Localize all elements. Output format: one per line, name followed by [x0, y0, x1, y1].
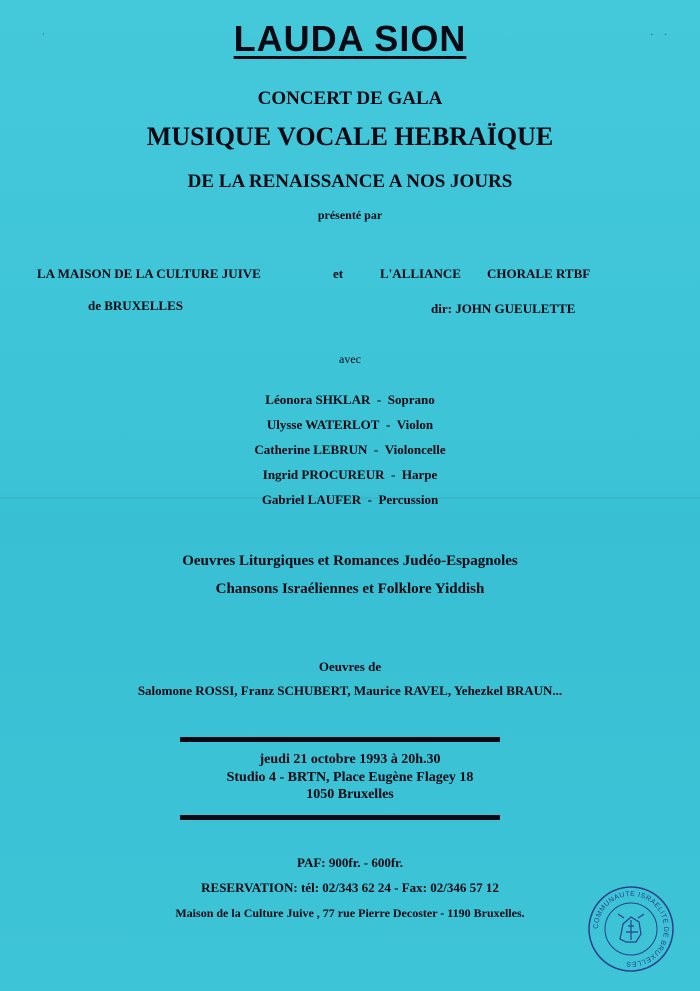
performer-name: Ulysse WATERLOT	[266, 417, 380, 432]
event-city: 1050 Bruxelles	[306, 787, 394, 802]
performer-row	[0, 392, 700, 417]
performer-separator: -	[385, 417, 391, 432]
concert-theme: MUSIQUE VOCALE HEBRAÏQUE	[146, 122, 554, 151]
avec-label: avec	[339, 352, 361, 366]
program-line2: Chansons Israéliennes et Folklore Yiddish	[215, 581, 485, 597]
organizer-right-part2: CHORALE RTBF	[487, 266, 591, 281]
organizer-left-line1: LA MAISON DE LA CULTURE JUIVE	[37, 266, 261, 281]
organizer-address: Maison de la Culture Juive , 77 rue Pierre Decoster - 1190 Bruxelles.	[175, 906, 525, 920]
performer-separator: -	[373, 442, 379, 457]
event-venue: Studio 4 - BRTN, Place Eugène Flagey 18	[226, 770, 474, 785]
price-info: PAF: 900fr. - 600fr.	[296, 855, 404, 870]
performer-role: Violoncelle	[384, 442, 446, 457]
performer-row	[0, 492, 700, 517]
stamp-text: COMMUNAUTE ISRAELITE DE BRUXELLES	[592, 890, 670, 968]
speck-marks: · ·	[650, 30, 672, 41]
composer-list: Salomone ROSSI, Franz SCHUBERT, Maurice RAVEL, Yehezkel BRAUN...	[137, 683, 563, 698]
concert-type: CONCERT DE GALA	[257, 88, 443, 109]
presented-by: présenté par	[317, 208, 383, 222]
performer-list	[0, 392, 700, 517]
divider-bottom	[180, 815, 500, 820]
performer-name: Ingrid PROCUREUR	[262, 467, 385, 482]
reservation-info: RESERVATION: tél: 02/343 62 24 - Fax: 02/346 57 12	[201, 880, 499, 895]
concert-period: DE LA RENAISSANCE A NOS JOURS	[187, 171, 513, 192]
organizer-left-line2: de BRUXELLES	[88, 298, 183, 313]
divider-top	[180, 737, 500, 742]
performer-name: Catherine LEBRUN	[254, 442, 368, 457]
performer-row	[0, 417, 700, 442]
performer-role: Violon	[396, 417, 434, 432]
performer-row	[0, 467, 700, 492]
poster-title: LAUDA SION	[233, 18, 467, 59]
organizer-conjunction: et	[333, 266, 344, 281]
performer-role: Harpe	[401, 467, 438, 482]
organizer-right-part1: L'ALLIANCE	[380, 266, 461, 281]
performer-row	[0, 442, 700, 467]
speck-mark: ·	[42, 30, 45, 39]
performer-separator: -	[376, 392, 382, 407]
performer-role: Percussion	[378, 492, 439, 507]
performer-role: Soprano	[387, 392, 435, 407]
program-line1: Oeuvres Liturgiques et Romances Judéo-Espagnoles	[182, 553, 518, 569]
performer-name: Gabriel LAUFER	[261, 492, 362, 507]
works-label: Oeuvres de	[318, 659, 382, 674]
event-date: jeudi 21 octobre 1993 à 20h.30	[259, 752, 441, 767]
organizer-right-line2: dir: JOHN GUEULETTE	[431, 301, 576, 316]
performer-separator: -	[390, 467, 396, 482]
performer-separator: -	[367, 492, 372, 507]
performer-name: Léonora SHKLAR	[265, 392, 371, 407]
community-stamp-icon	[586, 884, 676, 974]
